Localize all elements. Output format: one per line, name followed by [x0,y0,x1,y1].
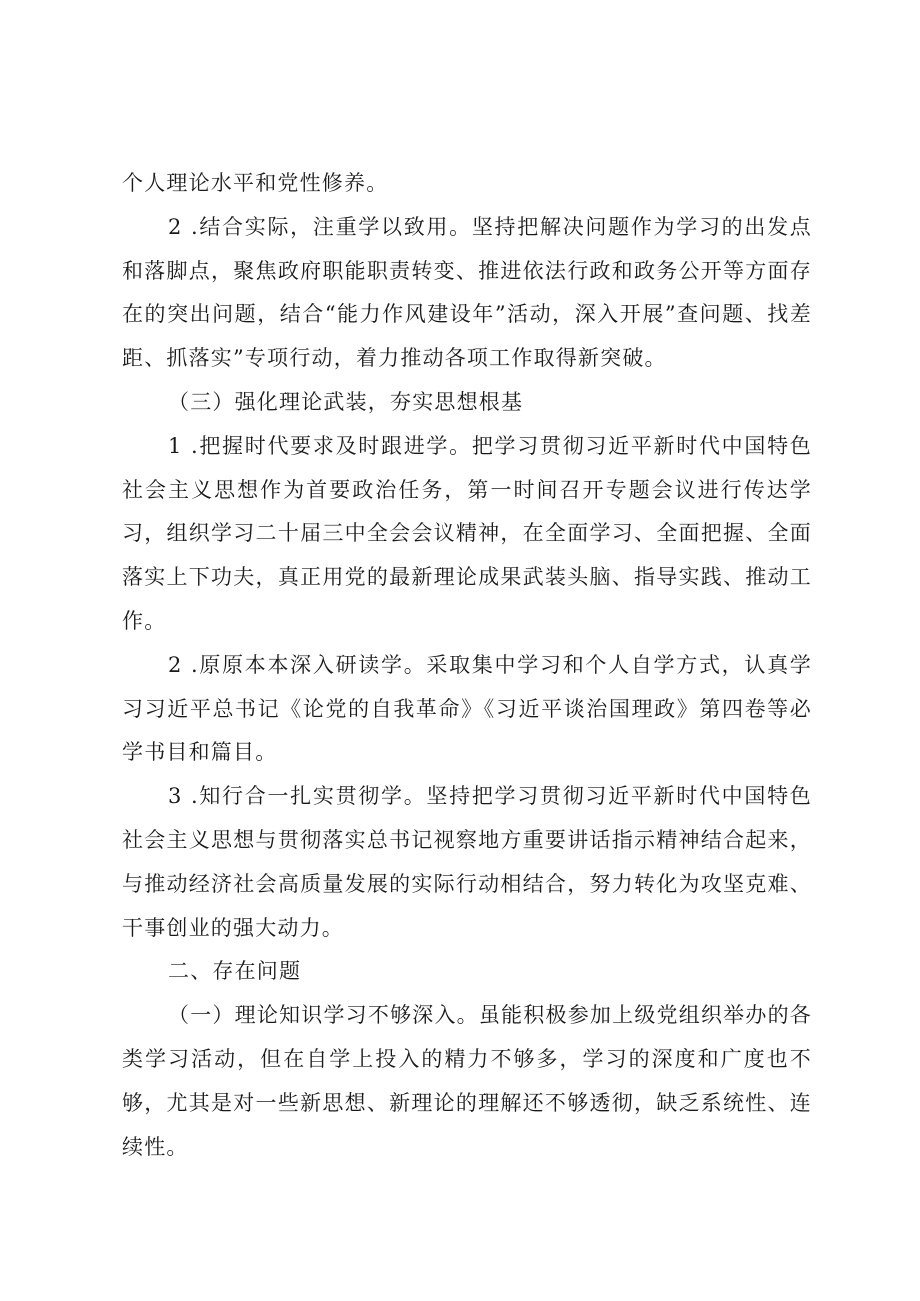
paragraph-item-2-practice: 2 .结合实际，注重学以致用。坚持把解决问题作为学习的出发点和落脚点，聚焦政府职能职责转变、推进依法行政和政务公开等方面存在的突出问题，结合“能力作风建设年”活动，深入开展”查问题、找差距、抓落实”专项行动，着力推动各项工作取得新突破。 [122,214,812,371]
section-heading-problems: 二、存在问题 [168,959,302,984]
paragraph-problem-1: （一）理论知识学习不够深入。虽能积极参加上级党组织举办的各类学习活动，但在自学上投入的精力不够多，学习的深度和广度也不够，尤其是对一些新思想、新理论的理解还不够透彻，缺乏系统性、连续性。 [122,1003,812,1159]
paragraph-item-1-era: 1 .把握时代要求及时跟进学。把学习贯彻习近平新时代中国特色社会主义思想作为首要政治任务，第一时间召开专题会议进行传达学习，组织学习二十届三中全会会议精神，在全面学习、全面把握、全面落实上下功夫，真正用党的最新理论成果武装头脑、指导实践、推动工作。 [122,433,812,633]
paragraph-continuation: 个人理论水平和党性修养。 [122,171,389,195]
section-heading-3: （三）强化理论武装，夯实思想根基 [168,389,524,414]
paragraph-item-2-reading: 2 .原原本本深入研读学。采取集中学习和个人自学方式，认真学习习近平总书记《论党的自我革命》《习近平谈治国理政》第四卷等必学书目和篇目。 [122,652,812,765]
document-body [122,162,812,1169]
paragraph-item-3-action: 3 .知行合一扎实贯彻学。坚持把学习贯彻习近平新时代中国特色社会主义思想与贯彻落实总书记视察地方重要讲话指示精神结合起来，与推动经济社会高质量发展的实际行动相结合，努力转化为攻坚克难、干事创业的强大动力。 [122,784,812,940]
